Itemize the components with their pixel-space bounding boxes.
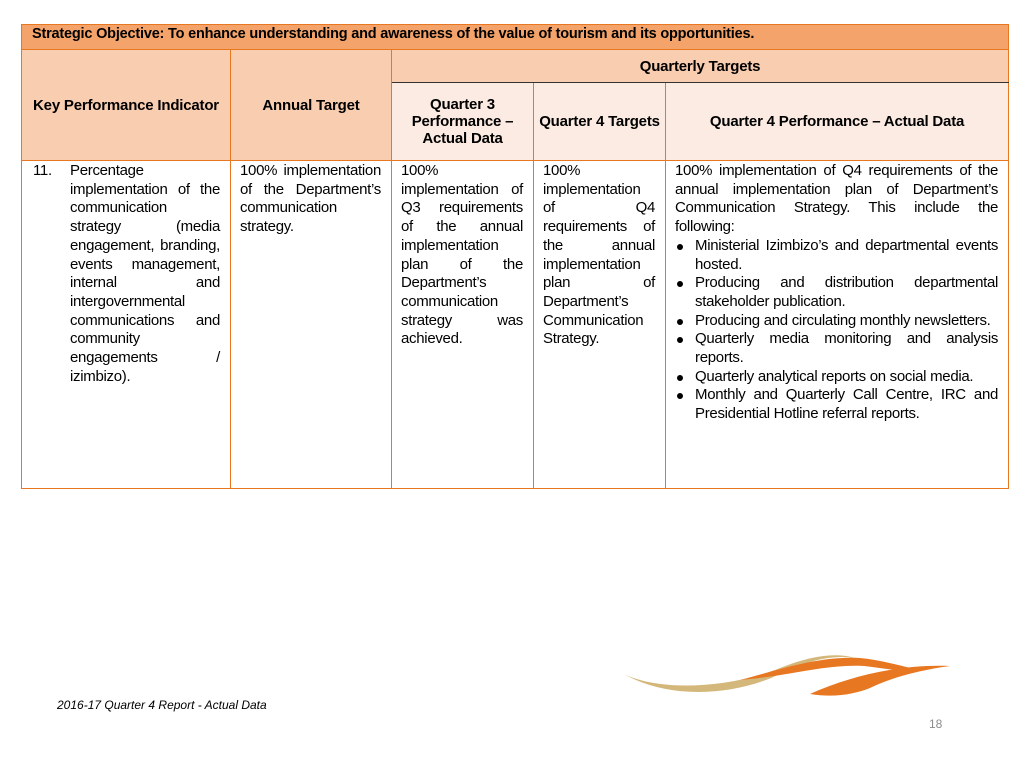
kpi-cell [22, 161, 231, 489]
header-quarterly-targets: Quarterly Targets [392, 50, 1009, 83]
table-row [22, 161, 1009, 489]
list-item: Producing and circulating monthly newsletters. [675, 312, 998, 331]
logo-swoosh-orange-small [810, 666, 950, 696]
list-item: Quarterly media monitoring and analysis reports. [675, 330, 998, 367]
page-number: 18 [929, 717, 943, 731]
q4-performance-cell [666, 161, 1009, 489]
footer-caption: 2016-17 Quarter 4 Report - Actual Data [57, 698, 267, 712]
objective-row [22, 25, 1009, 50]
list-item: Ministerial Izimbizo’s and departmental events hosted. [675, 237, 998, 274]
list-item: Producing and distribution departmental stakeholder publication. [675, 274, 998, 311]
header-q4-performance: Quarter 4 Performance – Actual Data [666, 83, 1009, 161]
header-kpi: Key Performance Indicator [22, 50, 231, 161]
header-row-1 [22, 50, 1009, 83]
header-q3-performance: Quarter 3 Performance – Actual Data [392, 83, 534, 161]
kpi-text: Percentage implementation of the communication strategy (media engagement, branding, events management, internal and intergovernmental communications and community engagements / izimbizo). [70, 162, 220, 385]
kpi-report-table [21, 24, 1009, 489]
list-item: Quarterly analytical reports on social media. [675, 368, 998, 387]
q4-performance-intro: 100% implementation of Q4 requirements of the annual implementation plan of Department’s Communication Strategy. This include the following: [675, 162, 999, 236]
list-item: Monthly and Quarterly Call Centre, IRC and Presidential Hotline referral reports. [675, 386, 998, 423]
annual-target-cell: 100% implementation of the Department’s communication strategy. [231, 161, 392, 489]
q4-targets-cell: 100% implementation of Q4 requirements of the annual implementation plan of Department’s Communication Strategy. [534, 161, 666, 489]
header-annual-target: Annual Target [231, 50, 392, 161]
q4-performance-list [675, 237, 998, 424]
q3-performance-cell: 100% implementation of Q3 requirements of the annual implementation plan of the Department’s communication strategy was achieved. [392, 161, 534, 489]
header-q4-targets: Quarter 4 Targets [534, 83, 666, 161]
swoosh-logo-icon [620, 648, 955, 700]
kpi-number: 11. [33, 162, 52, 179]
strategic-objective: Strategic Objective: To enhance understanding and awareness of the value of tourism and its opportunities. [22, 25, 1009, 50]
